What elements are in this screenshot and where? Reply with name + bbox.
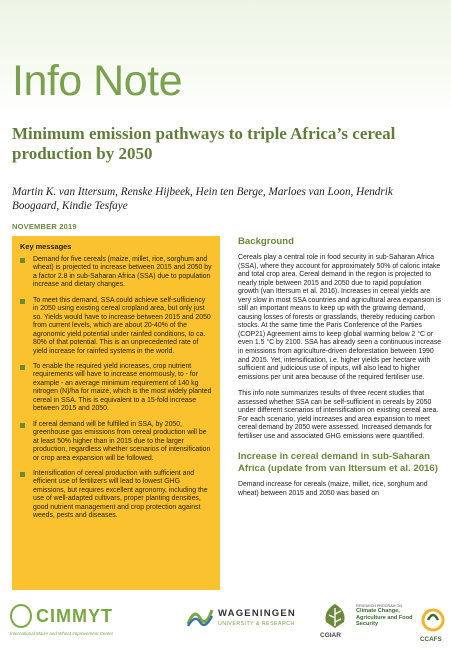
ccafs-logo	[420, 606, 446, 643]
key-messages-list	[20, 256, 212, 521]
research-program-name: Climate Change, Agriculture and Food Security	[356, 608, 413, 628]
wageningen-logo	[186, 604, 296, 635]
cimmyt-emblem-icon	[10, 604, 32, 628]
publication-date: NOVEMBER 2019	[12, 222, 77, 231]
ccafs-emblem-icon	[420, 606, 446, 634]
cgiar-wordmark: CGIAR	[320, 632, 341, 639]
research-program-label	[356, 604, 418, 627]
cgiar-emblem-icon	[320, 602, 350, 630]
key-message-text: Demand for five cereals (maize, millet, rice, sorghum and wheat) is projected to increase between 2015 and 2050 by a factor 2.8 in sub-Saharan Africa (SSA) due to population increase and dietary changes.	[33, 256, 212, 289]
partner-logos-bar	[0, 598, 451, 650]
background-paragraph-1: Cereals play a central role in food security in sub-Saharan Africa (SSA), where they account for approximately 50% of caloric intake and total crop area. Cereal demand in the region is projected to nearly triple between 2015 and 2050 due to rapid population growth (van Ittersum et al. 2016). Increases in cereal yields are very slow in most SSA countries and agricultural area expansion is still an important means to keep up with the growing demand, causing losses of forests or grasslands, thereby reducing carbon stocks. At the same time the Paris Conference of the Parties (COP21) Agreement aims to keep global warming below 2 °C or even 1.5 °C by 2100. SSA has already seen a continuous increase in emissions from agriculture-driven deforestation between 1990 and 2015. Yet, intensification, i.e. higher yields per hectare with sufficient and judicious use of inputs, will also lead to higher emissions per unit area because of the required fertiliser use.	[238, 254, 442, 381]
key-message-text: To meet this demand, SSA could achieve self-sufficiency in 2050 using existing cereal cropland area, but only just so. Yields would have to increase between 2015 and 2050 from current levels, which are about 20-40% of the agronomic yield potential under rainfed conditions, to ca. 80% of that potential. This is an unprecedented rate of yield increase for rainfed systems in the world.	[33, 296, 211, 355]
wageningen-emblem-icon	[186, 604, 214, 630]
key-message-item	[20, 421, 212, 463]
section-heading-cereal-demand: Increase in cereal demand in sub-Saharan Africa (update from van Ittersum et al. 2016)	[238, 451, 438, 475]
square-bullet-icon	[20, 365, 25, 370]
key-message-item	[20, 297, 212, 356]
cimmyt-tagline: International Maize and Wheat Improvement Center	[10, 631, 114, 636]
cimmyt-wordmark: CIMMYT	[36, 606, 113, 626]
square-bullet-icon	[20, 423, 25, 428]
square-bullet-icon	[20, 472, 25, 477]
research-program-kicker: RESEARCH PROGRAM ON	[356, 604, 402, 608]
cgiar-logo	[320, 602, 350, 639]
ccafs-wordmark: CCAFS	[420, 636, 442, 643]
key-message-item	[20, 470, 212, 521]
wageningen-wordmark: WAGENINGEN	[218, 608, 296, 619]
background-heading: Background	[238, 236, 294, 247]
wageningen-tagline: UNIVERSITY & RESEARCH	[218, 621, 295, 627]
background-paragraph-2: This info note summarizes results of three recent studies that assessed whether SSA can be self-sufficient in cereals by 2050 under different scenarios of intensification on existing cereal area. For each scenario, yield increases and area expansion to meet cereal demand by 2050 were assessed. Increased demands for fertiliser use and associated GHG emissions were quantified.	[238, 390, 439, 440]
key-message-text: If cereal demand will be fulfilled in SSA, by 2050, greenhouse gas emissions from cereal production will be at least 50% higher than in 2015 due to the larger production, regardless whether scenarios of intensification or crop area expansion will be followed.	[33, 420, 211, 462]
key-message-text: Intensification of cereal production with sufficient and efficient use of fertilizers will lead to lowest GHG emissions, but requires excellent agronomy, including the use of well-adapted cultivars, proper planting densities, good nutrient management and crop protection against weeds, pests and diseases.	[33, 469, 208, 520]
square-bullet-icon	[20, 299, 25, 304]
key-message-item	[20, 363, 212, 414]
key-messages-title: Key messages	[20, 242, 72, 251]
author-list: Martin K. van Ittersum, Renske Hijbeek, Hein ten Berge, Marloes van Loon, Hendrik Boogaard, Kindie Tesfaye	[12, 186, 393, 212]
key-message-item	[20, 256, 212, 290]
section-paragraph-cereal-demand: Demand increase for cereals (maize, millet, rice, sorghum and wheat) between 2015 and 2050 was based on	[238, 481, 428, 498]
main-column	[238, 236, 442, 499]
document-title: Minimum emission pathways to triple Africa’s cereal production by 2050	[12, 124, 396, 163]
key-messages-box	[12, 236, 220, 590]
square-bullet-icon	[20, 258, 25, 263]
key-message-text: To enable the required yield increases, crop nutrient requirements will have to increase enormously, to - for example - an average minimum requirement of 140 kg nitrogen (N)/ha for maize, which is the most widely planted cereal in SSA. This is equivalent to a 15-fold increase between 2015 and 2050.	[33, 362, 212, 413]
info-note-label: Info Note	[12, 57, 182, 105]
